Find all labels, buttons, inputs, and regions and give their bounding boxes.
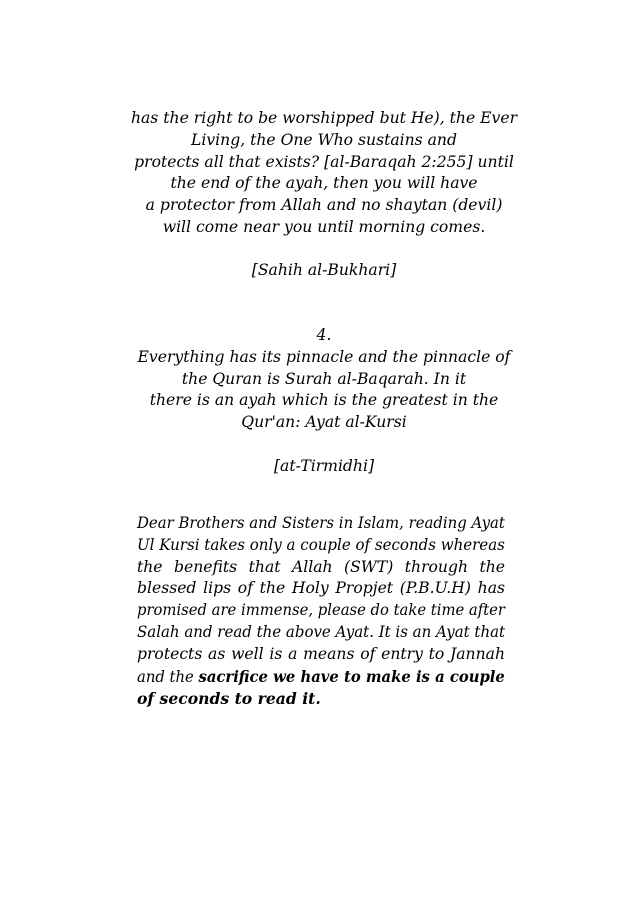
hadith-4-source-text: [at-Tirmidhi] xyxy=(273,457,375,475)
hadith-3-line: a protector from Allah and no shaytan (devil) xyxy=(145,196,503,215)
hadith-3-source xyxy=(128,260,520,282)
hadith-3-text xyxy=(128,108,520,239)
hadith-3-line: protects all that exists? [al-Baraqah 2:255] until xyxy=(134,152,514,171)
closing-line: Ul Kursi takes only a couple of seconds whereas xyxy=(137,535,505,554)
closing-paragraph xyxy=(137,513,505,710)
closing-line xyxy=(137,666,505,689)
closing-line-plain: and the xyxy=(137,667,199,686)
hadith-4-line: there is an ayah which is the greatest in the xyxy=(149,391,499,410)
hadith-4-source xyxy=(128,456,520,478)
hadith-3-line: Living, the One Who sustains and xyxy=(191,130,457,149)
closing-emphasis: sacrifice we have to make is a couple xyxy=(198,666,505,686)
closing-line: promised are immense, please do take time after xyxy=(137,601,505,620)
hadith-4-text xyxy=(128,325,520,434)
closing-line: Salah and read the above Ayat. It is an Ayat that xyxy=(137,622,506,641)
hadith-4-line: Everything has its pinnacle and the pinnacle of xyxy=(137,347,511,366)
closing-line: Dear Brothers and Sisters in Islam, reading Ayat xyxy=(137,514,505,532)
hadith-3-line: will come near you until morning comes. xyxy=(162,217,486,236)
hadith-3-line: the end of the ayah, then you will have xyxy=(170,174,478,193)
closing-line: the benefits that Allah (SWT) through the xyxy=(137,557,505,576)
closing-line: protects as well is a means of entry to Jannah xyxy=(137,644,505,663)
closing-emphasis-end: of seconds to read it. xyxy=(137,689,321,709)
hadith-4-line: Qur'an: Ayat al-Kursi xyxy=(241,413,407,432)
hadith-3-source-text: [Sahih al-Bukhari] xyxy=(251,261,397,279)
hadith-3-line: has the right to be worshipped but He), the Ever xyxy=(130,109,518,127)
hadith-4-number: 4. xyxy=(316,326,332,344)
closing-line: blessed lips of the Holy Propjet (P.B.U.H) has xyxy=(137,579,505,598)
hadith-4-line: the Quran is Surah al-Baqarah. In it xyxy=(181,369,467,388)
